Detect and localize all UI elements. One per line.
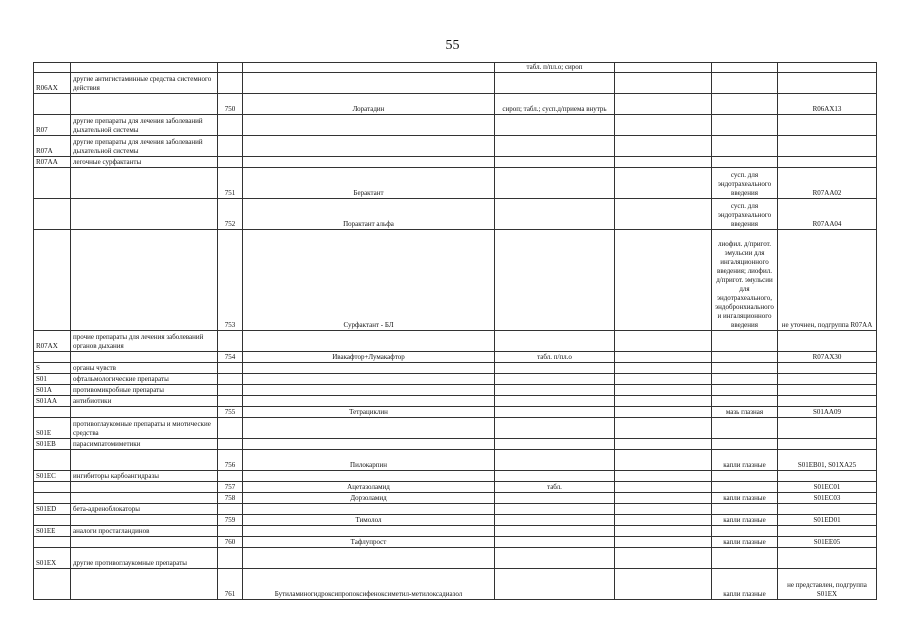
row-description: другие противоглаукомные препараты <box>71 548 218 569</box>
atc-code: R07AX30 <box>778 352 877 363</box>
row-description: органы чувств <box>71 363 218 374</box>
atc-code: S01ED01 <box>778 515 877 526</box>
empty-cell <box>615 418 712 439</box>
dosage-form <box>495 548 615 569</box>
dosage-form-secondary: мазь глазная <box>712 407 778 418</box>
dosage-form <box>495 504 615 515</box>
dosage-form-secondary <box>712 471 778 482</box>
atc-code <box>778 526 877 537</box>
drug-name: Тетрациклин <box>243 407 495 418</box>
table-row <box>34 352 877 363</box>
row-code: S01E <box>34 418 71 439</box>
empty-cell <box>615 63 712 73</box>
row-code: S01AA <box>34 396 71 407</box>
empty-cell <box>615 73 712 94</box>
dosage-form-secondary <box>712 526 778 537</box>
table-row <box>34 363 877 374</box>
drug-name <box>243 157 495 168</box>
row-number: 756 <box>218 450 243 471</box>
row-code <box>34 199 71 230</box>
dosage-form: табл. п/пл.о; сироп <box>495 63 615 73</box>
empty-cell <box>615 548 712 569</box>
table-row <box>34 418 877 439</box>
empty-cell <box>615 230 712 331</box>
row-number: 751 <box>218 168 243 199</box>
row-number: 755 <box>218 407 243 418</box>
dosage-form <box>495 331 615 352</box>
row-code: S01EB <box>34 439 71 450</box>
empty-cell <box>615 396 712 407</box>
dosage-form-secondary <box>712 374 778 385</box>
atc-code: R07AA02 <box>778 168 877 199</box>
row-code <box>34 482 71 493</box>
empty-cell <box>615 115 712 136</box>
atc-code: S01EB01, S01XA25 <box>778 450 877 471</box>
row-description: противомикробные препараты <box>71 385 218 396</box>
atc-code <box>778 157 877 168</box>
row-description: бета-адреноблокаторы <box>71 504 218 515</box>
empty-cell <box>615 168 712 199</box>
drug-name <box>243 385 495 396</box>
row-code <box>34 537 71 548</box>
row-code: S01 <box>34 374 71 385</box>
drug-name <box>243 363 495 374</box>
drug-name: Сурфактант - БЛ <box>243 230 495 331</box>
table-row <box>34 439 877 450</box>
atc-code <box>778 396 877 407</box>
drug-name <box>243 73 495 94</box>
row-description <box>71 63 218 73</box>
row-description: другие препараты для лечения заболеваний дыхательной системы <box>71 115 218 136</box>
row-code: S01EC <box>34 471 71 482</box>
row-number: 750 <box>218 94 243 115</box>
empty-cell <box>615 136 712 157</box>
empty-cell <box>615 471 712 482</box>
row-description: офтальмологические препараты <box>71 374 218 385</box>
dosage-form-secondary <box>712 115 778 136</box>
row-description <box>71 407 218 418</box>
row-code <box>34 63 71 73</box>
dosage-form <box>495 115 615 136</box>
empty-cell <box>615 504 712 515</box>
row-code <box>34 493 71 504</box>
row-number <box>218 136 243 157</box>
drug-name <box>243 136 495 157</box>
row-number <box>218 385 243 396</box>
empty-cell <box>615 569 712 600</box>
empty-cell <box>615 94 712 115</box>
dosage-form <box>495 569 615 600</box>
row-code: R07AA <box>34 157 71 168</box>
row-description: антибиотики <box>71 396 218 407</box>
dosage-form <box>495 526 615 537</box>
table-row <box>34 526 877 537</box>
drug-name: Ацетазоламид <box>243 482 495 493</box>
drug-name <box>243 526 495 537</box>
row-description <box>71 230 218 331</box>
row-code <box>34 94 71 115</box>
row-number: 761 <box>218 569 243 600</box>
dosage-form <box>495 493 615 504</box>
row-number <box>218 374 243 385</box>
drug-name: Ивакафтор+Лумакафтор <box>243 352 495 363</box>
dosage-form-secondary <box>712 504 778 515</box>
table-row <box>34 63 877 73</box>
row-code: R07 <box>34 115 71 136</box>
empty-cell <box>615 526 712 537</box>
atc-code <box>778 363 877 374</box>
table-row <box>34 374 877 385</box>
row-description <box>71 168 218 199</box>
dosage-form <box>495 407 615 418</box>
drug-name: Дорзоламид <box>243 493 495 504</box>
row-number <box>218 471 243 482</box>
row-description <box>71 493 218 504</box>
dosage-form <box>495 136 615 157</box>
dosage-form-secondary <box>712 73 778 94</box>
drug-name <box>243 374 495 385</box>
row-code <box>34 515 71 526</box>
atc-code: не представлен, подгруппа S01EX <box>778 569 877 600</box>
row-description: другие препараты для лечения заболеваний дыхательной системы <box>71 136 218 157</box>
table-row <box>34 230 877 331</box>
row-description <box>71 94 218 115</box>
table-row <box>34 385 877 396</box>
row-number <box>218 363 243 374</box>
row-description: противоглаукомные препараты и миотические средства <box>71 418 218 439</box>
dosage-form <box>495 73 615 94</box>
dosage-form <box>495 396 615 407</box>
row-number <box>218 115 243 136</box>
row-code <box>34 168 71 199</box>
row-code <box>34 230 71 331</box>
dosage-form-secondary <box>712 63 778 73</box>
row-code: S <box>34 363 71 374</box>
dosage-form <box>495 418 615 439</box>
dosage-form-secondary <box>712 352 778 363</box>
drug-name: Тафлупрост <box>243 537 495 548</box>
table-row <box>34 407 877 418</box>
row-number <box>218 396 243 407</box>
page-number: 55 <box>445 38 460 53</box>
row-number <box>218 439 243 450</box>
table-row <box>34 515 877 526</box>
dosage-form <box>495 363 615 374</box>
row-number <box>218 418 243 439</box>
empty-cell <box>615 537 712 548</box>
table-row <box>34 94 877 115</box>
dosage-form: сироп; табл.; сусп.д/приема внутрь <box>495 94 615 115</box>
row-description: аналоги простагландинов <box>71 526 218 537</box>
dosage-form-secondary: капли глазные <box>712 515 778 526</box>
table-row <box>34 450 877 471</box>
table-row <box>34 73 877 94</box>
row-description <box>71 537 218 548</box>
atc-code: S01EC01 <box>778 482 877 493</box>
row-number <box>218 548 243 569</box>
row-description: парасимпатомиметики <box>71 439 218 450</box>
dosage-form-secondary: лиофил. д/пригот. эмульсии для ингаляционного введения; лиофил. д/пригот. эмульсии для эндотрахеального, эндобронхиального и ингаляционного введения <box>712 230 778 331</box>
dosage-form <box>495 537 615 548</box>
row-number <box>218 331 243 352</box>
atc-code <box>778 115 877 136</box>
table-row <box>34 115 877 136</box>
dosage-form-secondary <box>712 396 778 407</box>
drug-name <box>243 63 495 73</box>
atc-code: не уточнен, подгруппа R07AA <box>778 230 877 331</box>
dosage-form <box>495 230 615 331</box>
row-number: 757 <box>218 482 243 493</box>
row-number <box>218 504 243 515</box>
row-description <box>71 569 218 600</box>
atc-code <box>778 439 877 450</box>
row-code: R07A <box>34 136 71 157</box>
dosage-form <box>495 439 615 450</box>
row-code <box>34 352 71 363</box>
table-row <box>34 396 877 407</box>
dosage-form <box>495 471 615 482</box>
row-code <box>34 407 71 418</box>
dosage-form-secondary: капли глазные <box>712 493 778 504</box>
row-code <box>34 569 71 600</box>
table-row <box>34 569 877 600</box>
dosage-form-secondary <box>712 136 778 157</box>
table-row <box>34 157 877 168</box>
drug-name <box>243 504 495 515</box>
dosage-form-secondary <box>712 548 778 569</box>
empty-cell <box>615 157 712 168</box>
drug-name: Бутиламиногидроксипропоксифеноксиметил-метилоксадиазол <box>243 569 495 600</box>
row-code: S01EX <box>34 548 71 569</box>
dosage-form-secondary: капли глазные <box>712 569 778 600</box>
dosage-form <box>495 374 615 385</box>
row-description: ингибиторы карбоангидразы <box>71 471 218 482</box>
atc-code <box>778 471 877 482</box>
atc-code <box>778 548 877 569</box>
empty-cell <box>615 407 712 418</box>
atc-code: S01EC03 <box>778 493 877 504</box>
drug-name <box>243 396 495 407</box>
empty-cell <box>615 374 712 385</box>
drug-name <box>243 115 495 136</box>
dosage-form-secondary <box>712 363 778 374</box>
dosage-form-secondary: сусп. для эндотрахеального введения <box>712 168 778 199</box>
row-number <box>218 63 243 73</box>
medication-table <box>33 62 877 600</box>
dosage-form: табл. п/пл.о <box>495 352 615 363</box>
drug-name: Берактант <box>243 168 495 199</box>
atc-code <box>778 504 877 515</box>
dosage-form <box>495 515 615 526</box>
drug-name <box>243 471 495 482</box>
dosage-form-secondary <box>712 439 778 450</box>
row-description <box>71 450 218 471</box>
dosage-form-secondary: сусп. для эндотрахеального введения <box>712 199 778 230</box>
row-description <box>71 199 218 230</box>
empty-cell <box>615 363 712 374</box>
row-description: прочие препараты для лечения заболеваний органов дыхания <box>71 331 218 352</box>
drug-name: Тимолол <box>243 515 495 526</box>
atc-code <box>778 374 877 385</box>
empty-cell <box>615 331 712 352</box>
dosage-form-secondary <box>712 385 778 396</box>
row-number: 759 <box>218 515 243 526</box>
drug-name: Лоратадин <box>243 94 495 115</box>
atc-code <box>778 73 877 94</box>
empty-cell <box>615 493 712 504</box>
table-row <box>34 548 877 569</box>
atc-code <box>778 63 877 73</box>
row-number: 758 <box>218 493 243 504</box>
row-number <box>218 526 243 537</box>
dosage-form <box>495 168 615 199</box>
row-number: 754 <box>218 352 243 363</box>
dosage-form-secondary <box>712 482 778 493</box>
dosage-form <box>495 157 615 168</box>
row-number: 752 <box>218 199 243 230</box>
dosage-form <box>495 450 615 471</box>
atc-code <box>778 385 877 396</box>
row-description: другие антигистаминные средства системного действия <box>71 73 218 94</box>
atc-code: R06AX13 <box>778 94 877 115</box>
row-description <box>71 515 218 526</box>
row-code: S01EE <box>34 526 71 537</box>
dosage-form-secondary <box>712 331 778 352</box>
table-row <box>34 331 877 352</box>
atc-code <box>778 136 877 157</box>
empty-cell <box>615 450 712 471</box>
row-description <box>71 352 218 363</box>
atc-code: R07AA04 <box>778 199 877 230</box>
row-description <box>71 482 218 493</box>
dosage-form <box>495 199 615 230</box>
drug-name <box>243 418 495 439</box>
table-row <box>34 493 877 504</box>
dosage-form-secondary <box>712 418 778 439</box>
table-row <box>34 136 877 157</box>
drug-name <box>243 548 495 569</box>
empty-cell <box>615 385 712 396</box>
dosage-form <box>495 385 615 396</box>
empty-cell <box>615 439 712 450</box>
atc-code: S01EE05 <box>778 537 877 548</box>
atc-code: S01AA09 <box>778 407 877 418</box>
table-row <box>34 504 877 515</box>
table-row <box>34 471 877 482</box>
dosage-form-secondary <box>712 94 778 115</box>
empty-cell <box>615 352 712 363</box>
dosage-form-secondary: капли глазные <box>712 450 778 471</box>
row-number: 760 <box>218 537 243 548</box>
table-row <box>34 537 877 548</box>
row-number <box>218 73 243 94</box>
row-code: S01A <box>34 385 71 396</box>
drug-name: Пилокарпин <box>243 450 495 471</box>
row-code: R06AX <box>34 73 71 94</box>
row-code <box>34 450 71 471</box>
atc-code <box>778 418 877 439</box>
row-number <box>218 157 243 168</box>
dosage-form-secondary: капли глазные <box>712 537 778 548</box>
row-code: S01ED <box>34 504 71 515</box>
empty-cell <box>615 515 712 526</box>
drug-name <box>243 439 495 450</box>
table-row <box>34 168 877 199</box>
row-number: 753 <box>218 230 243 331</box>
drug-name <box>243 331 495 352</box>
drug-name: Порактант альфа <box>243 199 495 230</box>
dosage-form-secondary <box>712 157 778 168</box>
table-row <box>34 199 877 230</box>
empty-cell <box>615 482 712 493</box>
dosage-form: табл. <box>495 482 615 493</box>
row-description: легочные сурфактанты <box>71 157 218 168</box>
table-row <box>34 482 877 493</box>
atc-code <box>778 331 877 352</box>
row-code: R07AX <box>34 331 71 352</box>
empty-cell <box>615 199 712 230</box>
